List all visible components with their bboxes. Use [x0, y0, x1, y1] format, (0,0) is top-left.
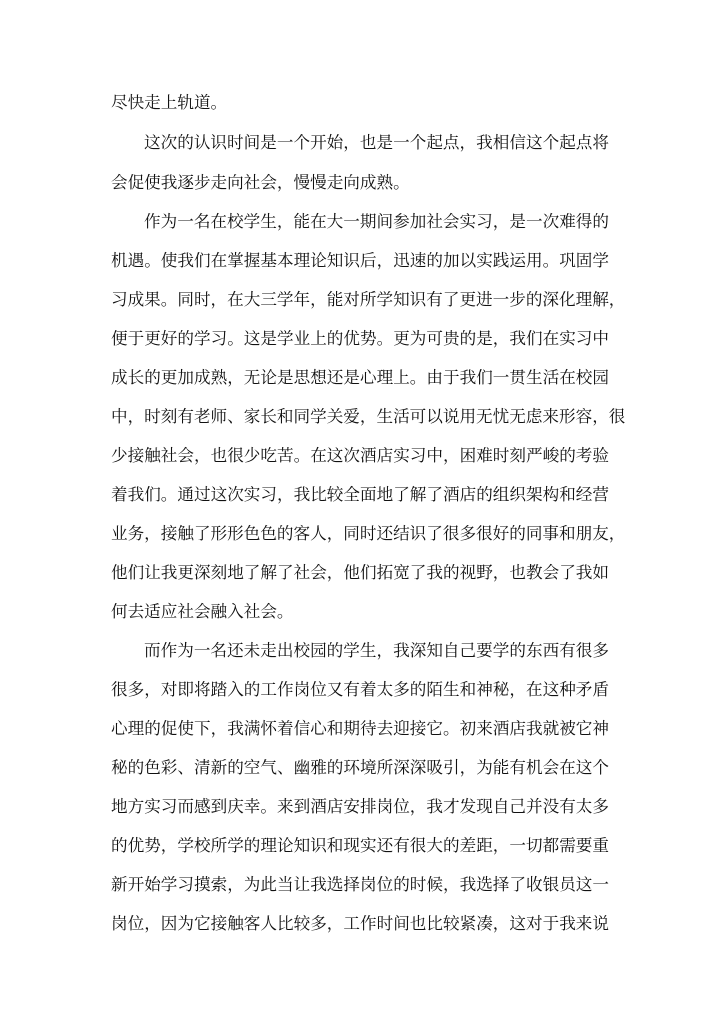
- text-line: 业务，接触了形形色色的客人，同时还结识了很多很好的同事和朋友，: [111, 524, 626, 543]
- text-line: 机遇。使我们在掌握基本理论知识后，迅速的加以实践运用。巩固学: [111, 251, 609, 270]
- text-line: 地方实习而感到庆幸。来到酒店安排岗位，我才发现自己并没有太多: [111, 797, 609, 816]
- text-line: 岗位，因为它接触客人比较多，工作时间也比较紧凑，这对于我来说: [111, 914, 609, 933]
- text-line: 的优势，学校所学的理论知识和现实还有很大的差距，一切都需要重: [111, 836, 609, 855]
- text-line: 秘的色彩、清新的空气、幽雅的环境所深深吸引，为能有机会在这个: [111, 758, 609, 777]
- text-line: 会促使我逐步走向社会，慢慢走向成熟。: [111, 173, 410, 192]
- text-line: 何去适应社会融入社会。: [111, 602, 294, 621]
- text-line: 他们让我更深刻地了解了社会，他们拓宽了我的视野，也教会了我如: [111, 563, 609, 582]
- text-line: 而作为一名还未走出校园的学生，我深知自己要学的东西有很多: [144, 641, 609, 660]
- text-line: 很多，对即将踏入的工作岗位又有着太多的陌生和神秘，在这种矛盾: [111, 680, 609, 699]
- text-line: 少接触社会，也很少吃苦。在这次酒店实习中，困难时刻严峻的考验: [111, 446, 609, 465]
- text-line: 新开始学习摸索，为此当让我选择岗位的时候，我选择了收银员这一: [111, 875, 609, 894]
- text-line: 着我们。通过这次实习，我比较全面地了解了酒店的组织架构和经营: [111, 485, 609, 504]
- text-line: 便于更好的学习。这是学业上的优势。更为可贵的是，我们在实习中: [111, 329, 609, 348]
- text-line: 尽快走上轨道。: [111, 93, 228, 112]
- text-line: 心理的促使下，我满怀着信心和期待去迎接它。初来酒店我就被它神: [111, 719, 609, 738]
- text-line: 这次的认识时间是一个开始，也是一个起点，我相信这个起点将: [144, 133, 609, 152]
- text-line: 习成果。同时，在大三学年，能对所学知识有了更进一步的深化理解，: [111, 290, 626, 309]
- text-line: 成长的更加成熟，无论是思想还是心理上。由于我们一贯生活在校园: [111, 368, 609, 387]
- text-line: 作为一名在校学生，能在大一期间参加社会实习，是一次难得的: [144, 212, 609, 231]
- text-line: 中，时刻有老师、家长和同学关爱，生活可以说用无忧无虑来形容，很: [111, 407, 626, 426]
